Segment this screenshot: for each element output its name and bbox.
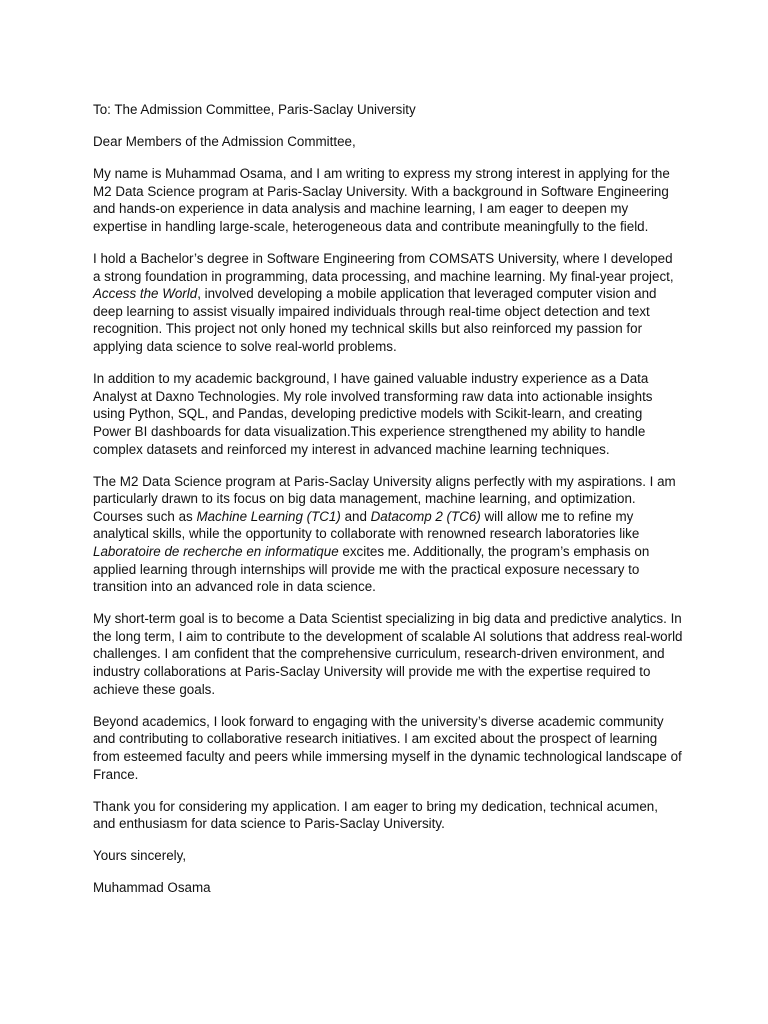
paragraph-program (93, 473, 683, 596)
paragraph-program-text-c: will allow me to refine my analytical skills, while the opportunity to collaborate with renowned research laboratories like (93, 508, 640, 542)
recipient-line: To: The Admission Committee, Paris-Saclay University (93, 102, 416, 117)
signature: Muhammad Osama (93, 880, 211, 896)
paragraph-education-text-b: , involved developing a mobile application that leveraged computer vision and deep learning to assist visually impaired individuals through real-time object detection and text recognition. This project not only honed my technical skills but also reinforced my passion for applying data science to solve real-world problems. (93, 286, 657, 355)
letter-page (93, 101, 683, 911)
salutation: Dear Members of the Admission Committee, (93, 134, 356, 150)
project-title: Access the World (93, 286, 198, 302)
paragraph-education-text-a: I hold a Bachelor’s degree in Software Engineering from COMSATS University, where I developed a strong foundation in programming, data processing, and machine learning. My final-year project, (93, 251, 674, 284)
closing: Yours sincerely, (93, 848, 187, 864)
paragraph-community: Beyond academics, I look forward to engaging with the university’s diverse academic community and contributing to collaborative research initiatives. I am excited about the prospect of learning from esteemed faculty and peers while immersing myself in the dynamic technological landscape of France. (93, 713, 682, 782)
course-name-1: Machine Learning (TC1) (196, 508, 341, 524)
paragraph-education (93, 250, 683, 356)
paragraph-thanks: Thank you for considering my application. I am eager to bring my dedication, technical acumen, and enthusiasm for data science to Paris-Saclay University. (93, 798, 658, 832)
paragraph-program-text-d: excites me. Additionally, the program’s emphasis on applied learning through internships will provide me with the practical exposure necessary to transition into an advanced role in data science. (93, 543, 650, 595)
paragraph-program-text-b: and (340, 508, 371, 524)
lab-name: Laboratoire de recherche en informatique (93, 543, 339, 559)
paragraph-experience: In addition to my academic background, I have gained valuable industry experience as a Data Analyst at Daxno Technologies. My role involved transforming raw data into actionable insights using Python, SQL, and Pandas, developing predictive models with Scikit-learn, and creating Power BI dashboards for data visualization.This experience strengthened my ability to handle complex datasets and reinforced my interest in advanced machine learning techniques. (93, 371, 653, 457)
paragraph-program-text-a: The M2 Data Science program at Paris-Saclay University aligns perfectly with my aspirations. I am particularly drawn to its focus on big data management, machine learning, and optimization. Courses such as (93, 473, 676, 524)
paragraph-goals: My short-term goal is to become a Data Scientist specializing in big data and predictive analytics. In the long term, I aim to contribute to the development of scalable AI solutions that address real-world challenges. I am confident that the comprehensive curriculum, research-driven environment, and industry collaborations at Paris-Saclay University will provide me with the expertise required to achieve these goals. (93, 611, 683, 697)
course-name-2: Datacomp 2 (TC6) (370, 508, 481, 524)
paragraph-introduction: My name is Muhammad Osama, and I am writing to express my strong interest in applying for the M2 Data Science program at Paris-Saclay University. With a background in Software Engineering and hands-on experience in data analysis and machine learning, I am eager to deepen my expertise in handling large-scale, heterogeneous data and contribute meaningfully to the field. (93, 166, 670, 234)
